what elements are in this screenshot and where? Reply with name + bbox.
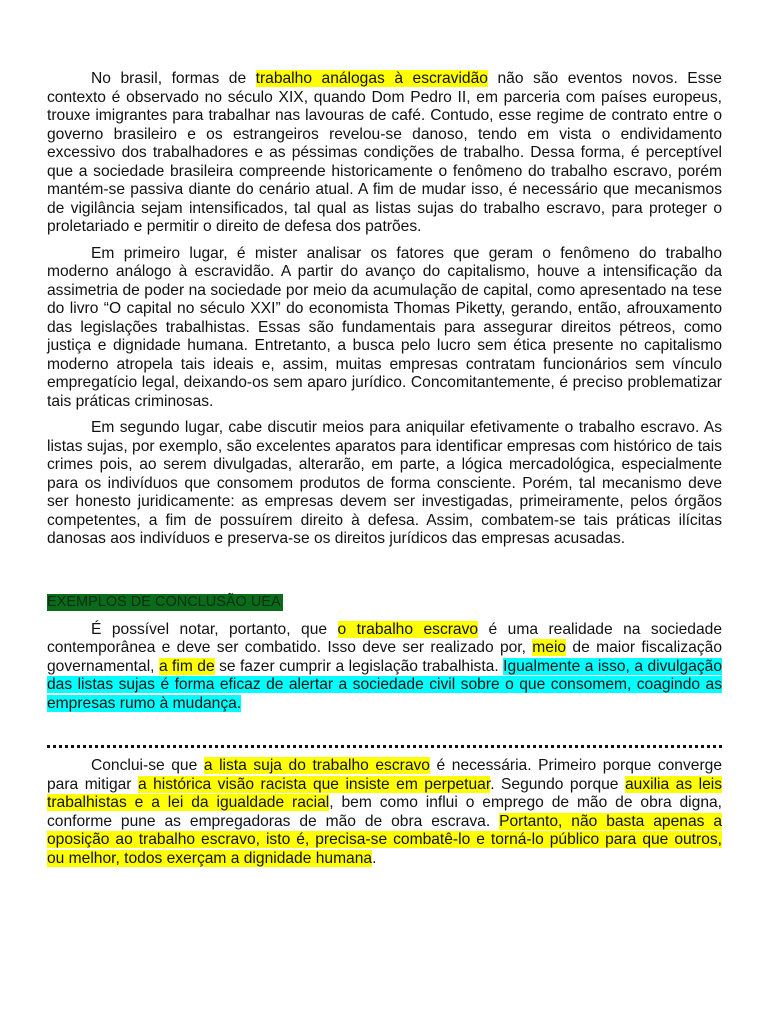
highlighted-text: a lista suja do trabalho escravo — [203, 757, 430, 774]
paragraph-development-2: Em segundo lugar, cabe discutir meios para aniquilar efetivamente o trabalho escravo. As listas sujas, por exemplo, são excelentes aparatos para identificar empresas com histórico de tais crimes pois, ao serem divulgadas, alterarão, em parte, a lógica mercadológica, especialmente para os indivíduos que consomem produtos de forma consciente. Porém, tal mecanismo deve ser honesto juridicamente: as empresas devem ser investigadas, primeiramente, pelos órgãos competentes, a fim de possuírem direito à defesa. Assim, combatem-se tais práticas ilícitas danosas aos indivíduos e preserva-se os direitos jurídicos das empresas acusadas. — [47, 419, 722, 547]
highlighted-text: meio — [532, 639, 567, 656]
text-run: se fazer cumprir a legislação trabalhista. — [214, 657, 504, 675]
text-run: não são eventos novos. Esse contexto é observado no século XIX, quando Dom Pedro II, em parceria com países europeus, trouxe imigrantes para trabalhar nas lavouras de café. Contudo, esse regime de contrato entre o governo brasileiro e os estrangeiros revelou-se danoso, tendo em vista o endividamento excessivo dos trabalhadores e as péssimas condições de trabalho. Dessa forma, é perceptível que a sociedade brasileira compreende historicamente o fenômeno do trabalho escravo, porém mantém-se passiva diante do cenário atual. A fim de mudar isso, é necessário que mecanismos de vigilância sejam intensificados, tal qual as listas sujas do trabalho escravo, para proteger o proletariado e permitir o direito de defesa dos patrões. — [47, 70, 722, 235]
highlighted-text-cyan: Igualmente a isso, a divulgação das listas sujas é forma eficaz de alertar a sociedade civil sobre o que consomem, coagindo as empresas rumo à mudança. — [47, 657, 722, 712]
highlighted-text: a fim de — [158, 657, 215, 675]
paragraph-conclusion-example-1 — [47, 621, 722, 714]
highlighted-text: Portanto, não basta apenas a oposição ao trabalho escravo, isto é, precisa-se combatê-lo e torná-lo público para que outros, ou melhor, todos exerçam a dignidade humana — [47, 812, 722, 867]
highlighted-text: auxilia as leis trabalhistas e a lei da igualdade racial — [47, 775, 723, 811]
text-run: é necessária. Primeiro porque converge para mitigar — [47, 757, 722, 793]
text-run: é uma realidade na sociedade contemporânea e deve ser combatido. Isso deve ser realizado por, — [47, 620, 723, 656]
highlighted-text: a histórica visão racista que insiste em perpetuar — [137, 775, 491, 793]
text-run: Conclui-se que — [91, 757, 204, 774]
paragraph-conclusion-example-2 — [47, 757, 722, 868]
text-run: No brasil, formas de — [91, 70, 256, 87]
dotted-divider — [47, 745, 722, 748]
text-run: . Segundo porque — [490, 775, 625, 793]
text-run: É possível notar, portanto, que — [91, 620, 338, 638]
highlighted-text: o trabalho escravo — [337, 620, 479, 638]
text-run: . — [372, 849, 377, 867]
text-run: , bem como influi o emprego de mão de obra digna, conforme pune as empregadoras de mão de obra escrava. — [47, 794, 722, 830]
section-heading: EXEMPLOS DE CONCLUSÃO UEA — [47, 593, 281, 610]
highlighted-text: trabalho análogas à escravidão — [255, 70, 488, 87]
paragraph-development-1: Em primeiro lugar, é mister analisar os fatores que geram o fenômeno do trabalho moderno análogo à escravidão. A partir do avanço do capitalismo, houve a intensificação da assimetria de poder na sociedade por meio da acumulação de capital, como apresentado na tese do livro “O capital no século XXI” do economista Thomas Piketty, gerando, então, afrouxamento das legislações trabalhistas. Essas são fundamentais para assegurar direitos pétreos, como justiça e dignidade humana. Entretanto, a busca pelo lucro sem ética presente no capitalismo moderno atropela tais ideais e, assim, muitas empresas contratam funcionários sem vínculo empregatício legal, deixando-os sem aparo jurídico. Concomitantemente, é preciso problematizar tais práticas criminosas. — [47, 244, 722, 410]
paragraph-intro — [47, 70, 722, 237]
text-run: de maior fiscalização governamental, — [47, 639, 722, 675]
